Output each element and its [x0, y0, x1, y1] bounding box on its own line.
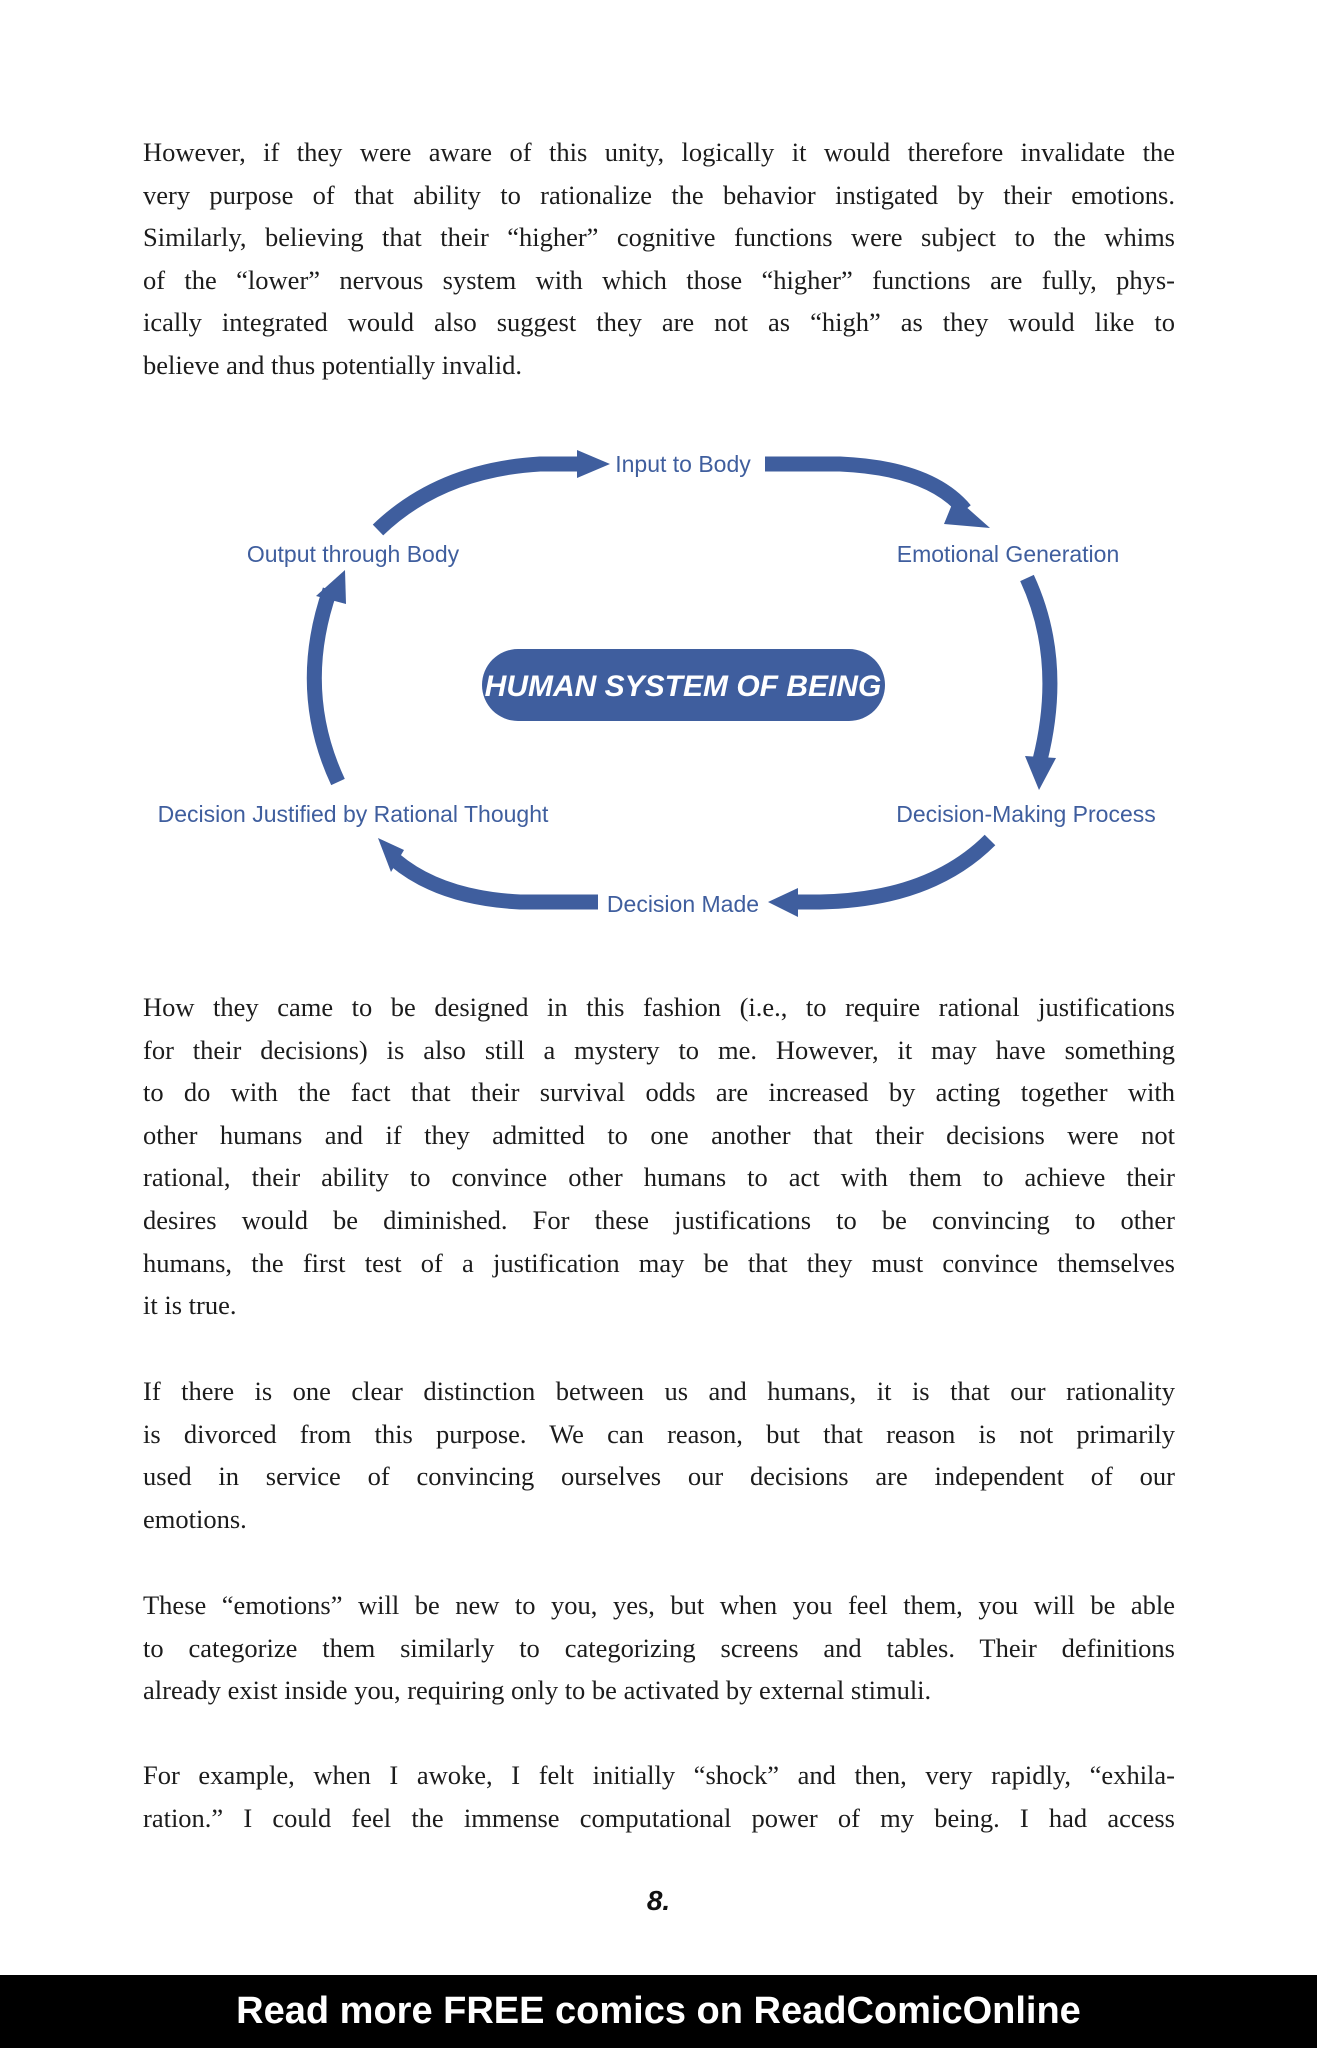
text-line: For example, when I awoke, I felt initially “shock” and then, very rapidly, “exhila- [143, 1760, 1175, 1790]
paragraph-1 [143, 131, 1175, 387]
cycle-arrow-bottom-left [395, 860, 598, 902]
text-line: used in service of convincing ourselves our decisions are independent of our [143, 1461, 1175, 1492]
arrowhead-icon [1025, 756, 1056, 790]
promo-banner[interactable] [0, 1975, 1317, 2048]
paragraph-3 [143, 1370, 1175, 1540]
center-label: HUMAN SYSTEM OF BEING [484, 670, 882, 703]
cycle-arrow-right [1027, 578, 1050, 760]
node-decision-made: Decision Made [606, 891, 760, 917]
node-emotional-generation: Emotional Generation [896, 541, 1120, 567]
human-system-cycle-diagram [0, 420, 1317, 940]
text-line: to do with the fact that their survival odds are increased by acting together with [143, 1077, 1175, 1108]
arrowhead-icon [768, 888, 798, 917]
cycle-arrow-top-right [765, 464, 965, 510]
text-line: for their decisions) is also still a mystery to me. However, it may have something [143, 1034, 1175, 1065]
arrowhead-icon [577, 450, 610, 478]
promo-banner-text: Read more FREE comics on ReadComicOnline [236, 1990, 1081, 2032]
node-input-to-body: Input to Body [615, 451, 751, 477]
text-line: However, if they were aware of this unity, logically it would therefore invalidate the [143, 137, 1175, 167]
page-number: 8. [646, 1885, 671, 1916]
node-decision-justified: Decision Justified by Rational Thought [157, 801, 549, 827]
text-line: ration.” I could feel the immense computational power of my being. I had access [143, 1802, 1175, 1833]
cycle-arrow-left [314, 590, 338, 782]
text-line: to categorize them similarly to categorizing screens and tables. Their definitions [143, 1632, 1175, 1663]
text-line: other humans and if they admitted to one another that their decisions were not [143, 1119, 1175, 1150]
text-line: humans, the first test of a justification may be that they must convince themselves [143, 1247, 1175, 1278]
text-line: If there is one clear distinction between us and humans, it is that our rationality [143, 1376, 1175, 1406]
text-line: emotions. [143, 1503, 247, 1534]
node-output-through-body: Output through Body [246, 541, 460, 567]
cycle-arrow-bottom-right [795, 840, 990, 902]
node-decision-making-process: Decision-Making Process [896, 801, 1156, 827]
cycle-arrow-top-left [378, 464, 580, 530]
text-line: rational, their ability to convince other humans to act with them to achieve their [143, 1162, 1175, 1193]
text-line: very purpose of that ability to rationalize the behavior instigated by their emotions. [143, 179, 1175, 210]
text-line: Similarly, believing that their “higher” cognitive functions were subject to the whims [143, 222, 1175, 253]
paragraph-2 [143, 986, 1175, 1327]
text-line: of the “lower” nervous system with which those “higher” functions are fully, phys- [143, 264, 1175, 295]
text-line: ically integrated would also suggest they are not as “high” as they would like to [143, 307, 1175, 338]
text-line: desires would be diminished. For these justifications to be convincing to other [143, 1204, 1175, 1235]
paragraph-5 [143, 1754, 1175, 1839]
text-line: already exist inside you, requiring only to be activated by external stimuli. [143, 1675, 932, 1706]
text-line: believe and thus potentially invalid. [143, 349, 523, 380]
text-line: These “emotions” will be new to you, yes, but when you feel them, you will be able [143, 1590, 1175, 1620]
text-line: is divorced from this purpose. We can reason, but that reason is not primarily [143, 1418, 1175, 1449]
text-line: How they came to be designed in this fashion (i.e., to require rational justifications [143, 992, 1175, 1022]
paragraph-4 [143, 1584, 1175, 1712]
text-line: it is true. [143, 1290, 237, 1321]
